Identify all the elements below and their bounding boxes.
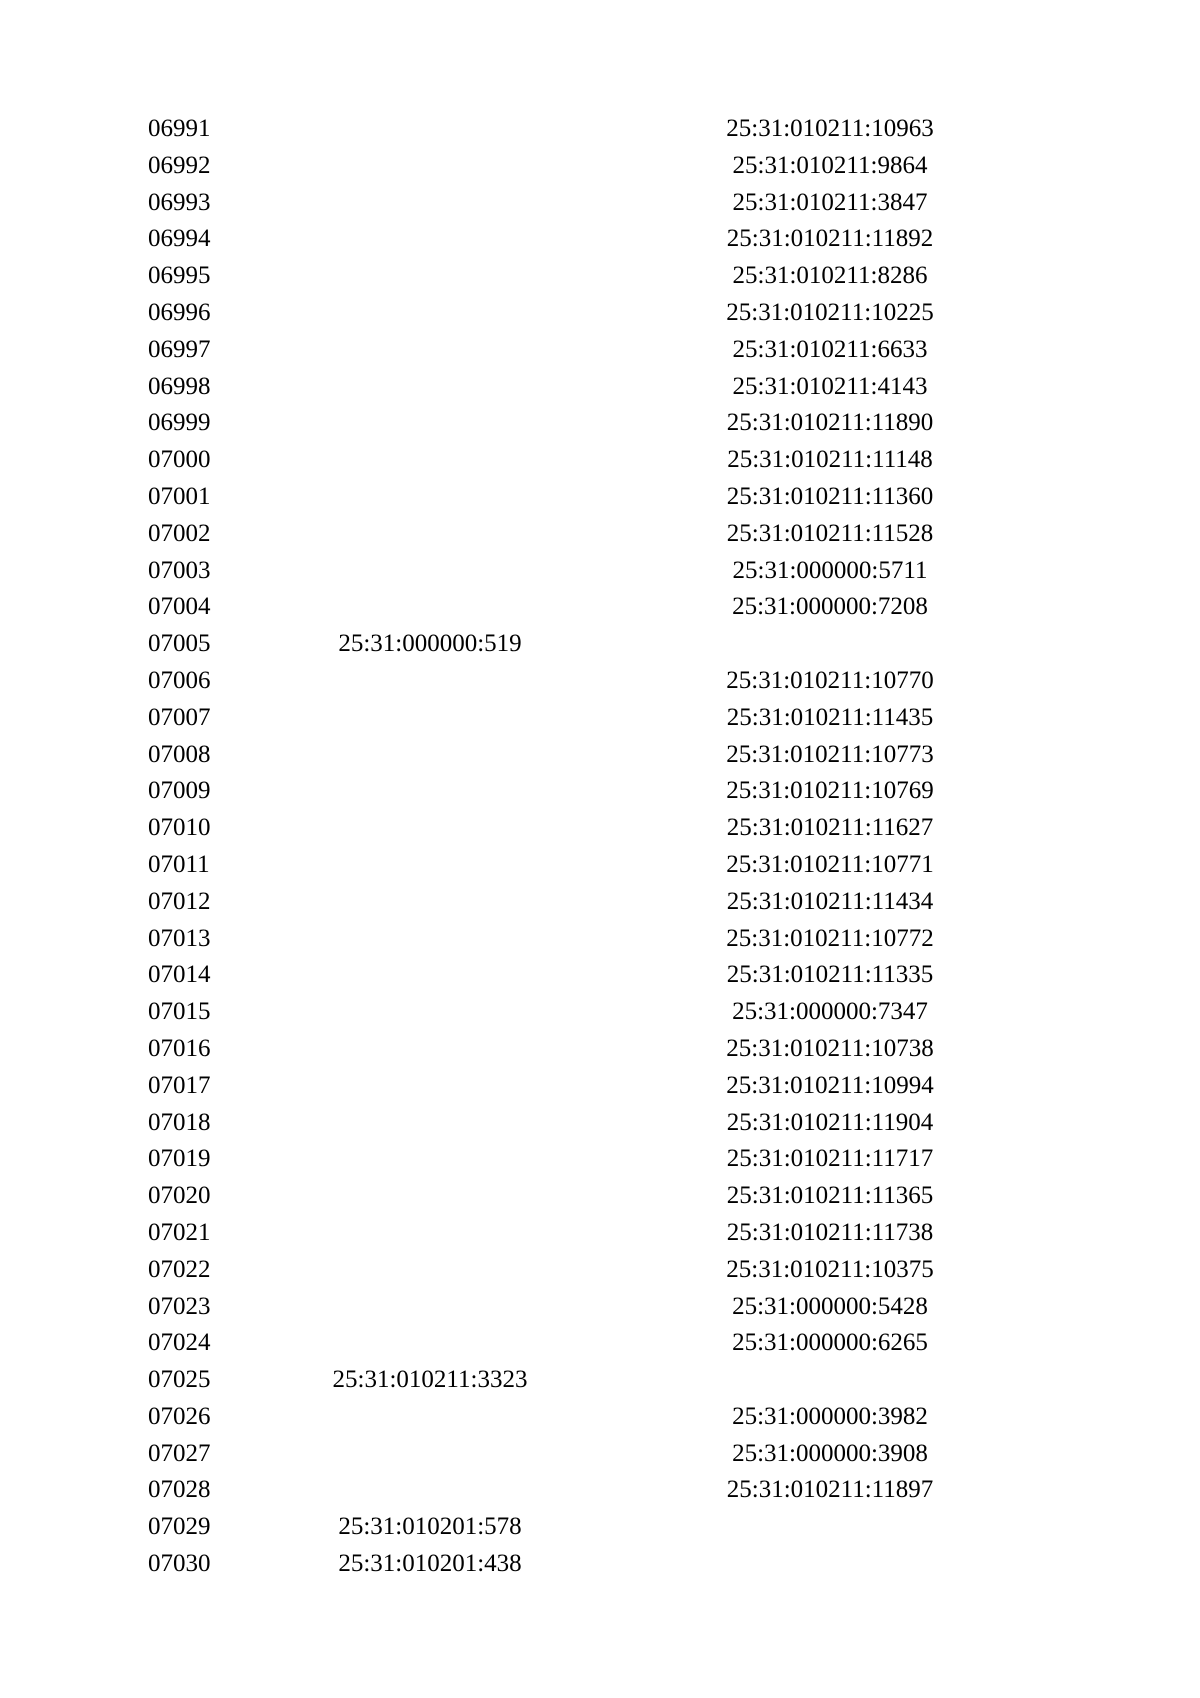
row-number: 06999	[148, 409, 211, 437]
row-number: 06995	[148, 262, 211, 290]
row-number: 07022	[148, 1255, 211, 1283]
row-number: 07003	[148, 556, 211, 584]
row-number: 07012	[148, 887, 211, 915]
cadastral-number-primary: 25:31:010211:3323	[332, 1366, 528, 1394]
cadastral-number-secondary: 25:31:010211:8286	[732, 262, 928, 290]
table-row	[0, 921, 1200, 958]
record-list	[0, 111, 1200, 1583]
table-row	[0, 589, 1200, 626]
row-number: 07006	[148, 666, 211, 694]
cadastral-number-secondary: 25:31:000000:7208	[732, 593, 928, 621]
table-row	[0, 1141, 1200, 1178]
table-row	[0, 516, 1200, 553]
row-number: 07011	[148, 850, 210, 878]
cadastral-number-secondary: 25:31:000000:5428	[732, 1292, 928, 1320]
table-row	[0, 700, 1200, 737]
row-number: 07002	[148, 519, 211, 547]
cadastral-number-secondary: 25:31:010211:11890	[726, 409, 934, 437]
cadastral-number-secondary: 25:31:010211:10771	[726, 850, 934, 878]
row-number: 07008	[148, 740, 211, 768]
table-row	[0, 737, 1200, 774]
row-number: 07001	[148, 482, 211, 510]
row-number: 07005	[148, 630, 211, 658]
table-row	[0, 1031, 1200, 1068]
table-row	[0, 553, 1200, 590]
table-row	[0, 185, 1200, 222]
cadastral-number-secondary: 25:31:010211:6633	[732, 335, 928, 363]
cadastral-number-secondary: 25:31:010211:11335	[726, 961, 934, 989]
table-row	[0, 1325, 1200, 1362]
table-row	[0, 1362, 1200, 1399]
cadastral-number-secondary: 25:31:010211:10738	[726, 1034, 934, 1062]
cadastral-number-secondary: 25:31:000000:3982	[732, 1402, 928, 1430]
row-number: 06991	[148, 115, 211, 142]
table-row	[0, 1215, 1200, 1252]
table-row	[0, 1178, 1200, 1215]
table-row	[0, 1252, 1200, 1289]
table-row	[0, 884, 1200, 921]
cadastral-number-secondary: 25:31:010211:11892	[726, 225, 934, 253]
cadastral-number-secondary: 25:31:010211:11738	[726, 1218, 934, 1246]
row-number: 07013	[148, 924, 211, 952]
row-number: 06997	[148, 335, 211, 363]
cadastral-number-secondary: 25:31:010211:10772	[726, 924, 934, 952]
cadastral-number-secondary: 25:31:010211:10375	[726, 1255, 934, 1283]
table-row	[0, 1399, 1200, 1436]
table-row	[0, 221, 1200, 258]
row-number: 06998	[148, 372, 211, 400]
row-number: 07030	[148, 1550, 211, 1578]
row-number: 07018	[148, 1108, 211, 1136]
cadastral-number-secondary: 25:31:000000:6265	[732, 1329, 928, 1357]
table-row	[0, 332, 1200, 369]
row-number: 07015	[148, 998, 211, 1026]
row-number: 07025	[148, 1366, 211, 1394]
table-row	[0, 1105, 1200, 1142]
cadastral-number-secondary: 25:31:000000:3908	[732, 1439, 928, 1467]
cadastral-number-secondary: 25:31:010211:11360	[726, 482, 934, 510]
cadastral-number-primary: 25:31:000000:519	[338, 630, 522, 658]
cadastral-number-secondary: 25:31:010211:11528	[726, 519, 934, 547]
cadastral-number-secondary: 25:31:010211:10770	[726, 666, 934, 694]
table-row	[0, 773, 1200, 810]
row-number: 06993	[148, 188, 211, 216]
row-number: 07020	[148, 1182, 211, 1210]
cadastral-number-secondary: 25:31:000000:5711	[732, 556, 928, 584]
row-number: 07007	[148, 703, 211, 731]
table-row	[0, 957, 1200, 994]
cadastral-number-secondary: 25:31:010211:4143	[732, 372, 928, 400]
row-number: 07019	[148, 1145, 211, 1173]
cadastral-number-secondary: 25:31:010211:10963	[726, 115, 934, 142]
cadastral-number-primary: 25:31:010201:438	[338, 1550, 522, 1578]
cadastral-number-secondary: 25:31:010211:11434	[726, 887, 934, 915]
table-row	[0, 1436, 1200, 1473]
table-row	[0, 369, 1200, 406]
cadastral-number-secondary: 25:31:010211:10225	[726, 298, 934, 326]
table-row	[0, 994, 1200, 1031]
cadastral-number-secondary: 25:31:010211:9864	[732, 151, 928, 179]
row-number: 07023	[148, 1292, 211, 1320]
table-row	[0, 1289, 1200, 1326]
table-row	[0, 111, 1200, 148]
table-row	[0, 148, 1200, 185]
row-number: 07000	[148, 446, 211, 474]
cadastral-number-secondary: 25:31:010211:3847	[732, 188, 928, 216]
cadastral-number-secondary: 25:31:010211:11148	[727, 446, 933, 474]
table-row	[0, 1546, 1200, 1583]
row-number: 07016	[148, 1034, 211, 1062]
table-row	[0, 479, 1200, 516]
row-number: 07028	[148, 1476, 211, 1504]
table-row	[0, 405, 1200, 442]
cadastral-number-secondary: 25:31:010211:10994	[726, 1071, 934, 1099]
row-number: 07004	[148, 593, 211, 621]
table-row	[0, 442, 1200, 479]
row-number: 07026	[148, 1402, 211, 1430]
row-number: 07021	[148, 1218, 211, 1246]
table-row	[0, 295, 1200, 332]
row-number: 07024	[148, 1329, 211, 1357]
cadastral-number-secondary: 25:31:010211:11897	[726, 1476, 934, 1504]
table-row	[0, 1068, 1200, 1105]
cadastral-number-secondary: 25:31:010211:10769	[726, 777, 934, 805]
row-number: 07029	[148, 1513, 211, 1541]
cadastral-number-secondary: 25:31:010211:11627	[726, 814, 934, 842]
cadastral-number-secondary: 25:31:000000:7347	[732, 998, 928, 1026]
table-row	[0, 1472, 1200, 1509]
row-number: 06994	[148, 225, 211, 253]
row-number: 06996	[148, 298, 211, 326]
row-number: 06992	[148, 151, 211, 179]
table-row	[0, 847, 1200, 884]
table-row	[0, 663, 1200, 700]
table-row	[0, 258, 1200, 295]
cadastral-number-primary: 25:31:010201:578	[338, 1513, 522, 1541]
cadastral-number-secondary: 25:31:010211:11717	[726, 1145, 934, 1173]
cadastral-number-secondary: 25:31:010211:10773	[726, 740, 934, 768]
row-number: 07010	[148, 814, 211, 842]
table-row	[0, 626, 1200, 663]
row-number: 07027	[148, 1439, 211, 1467]
cadastral-number-secondary: 25:31:010211:11904	[726, 1108, 934, 1136]
table-row	[0, 1509, 1200, 1546]
cadastral-number-secondary: 25:31:010211:11365	[726, 1182, 934, 1210]
row-number: 07009	[148, 777, 211, 805]
cadastral-number-secondary: 25:31:010211:11435	[726, 703, 934, 731]
table-row	[0, 810, 1200, 847]
row-number: 07014	[148, 961, 211, 989]
row-number: 07017	[148, 1071, 211, 1099]
